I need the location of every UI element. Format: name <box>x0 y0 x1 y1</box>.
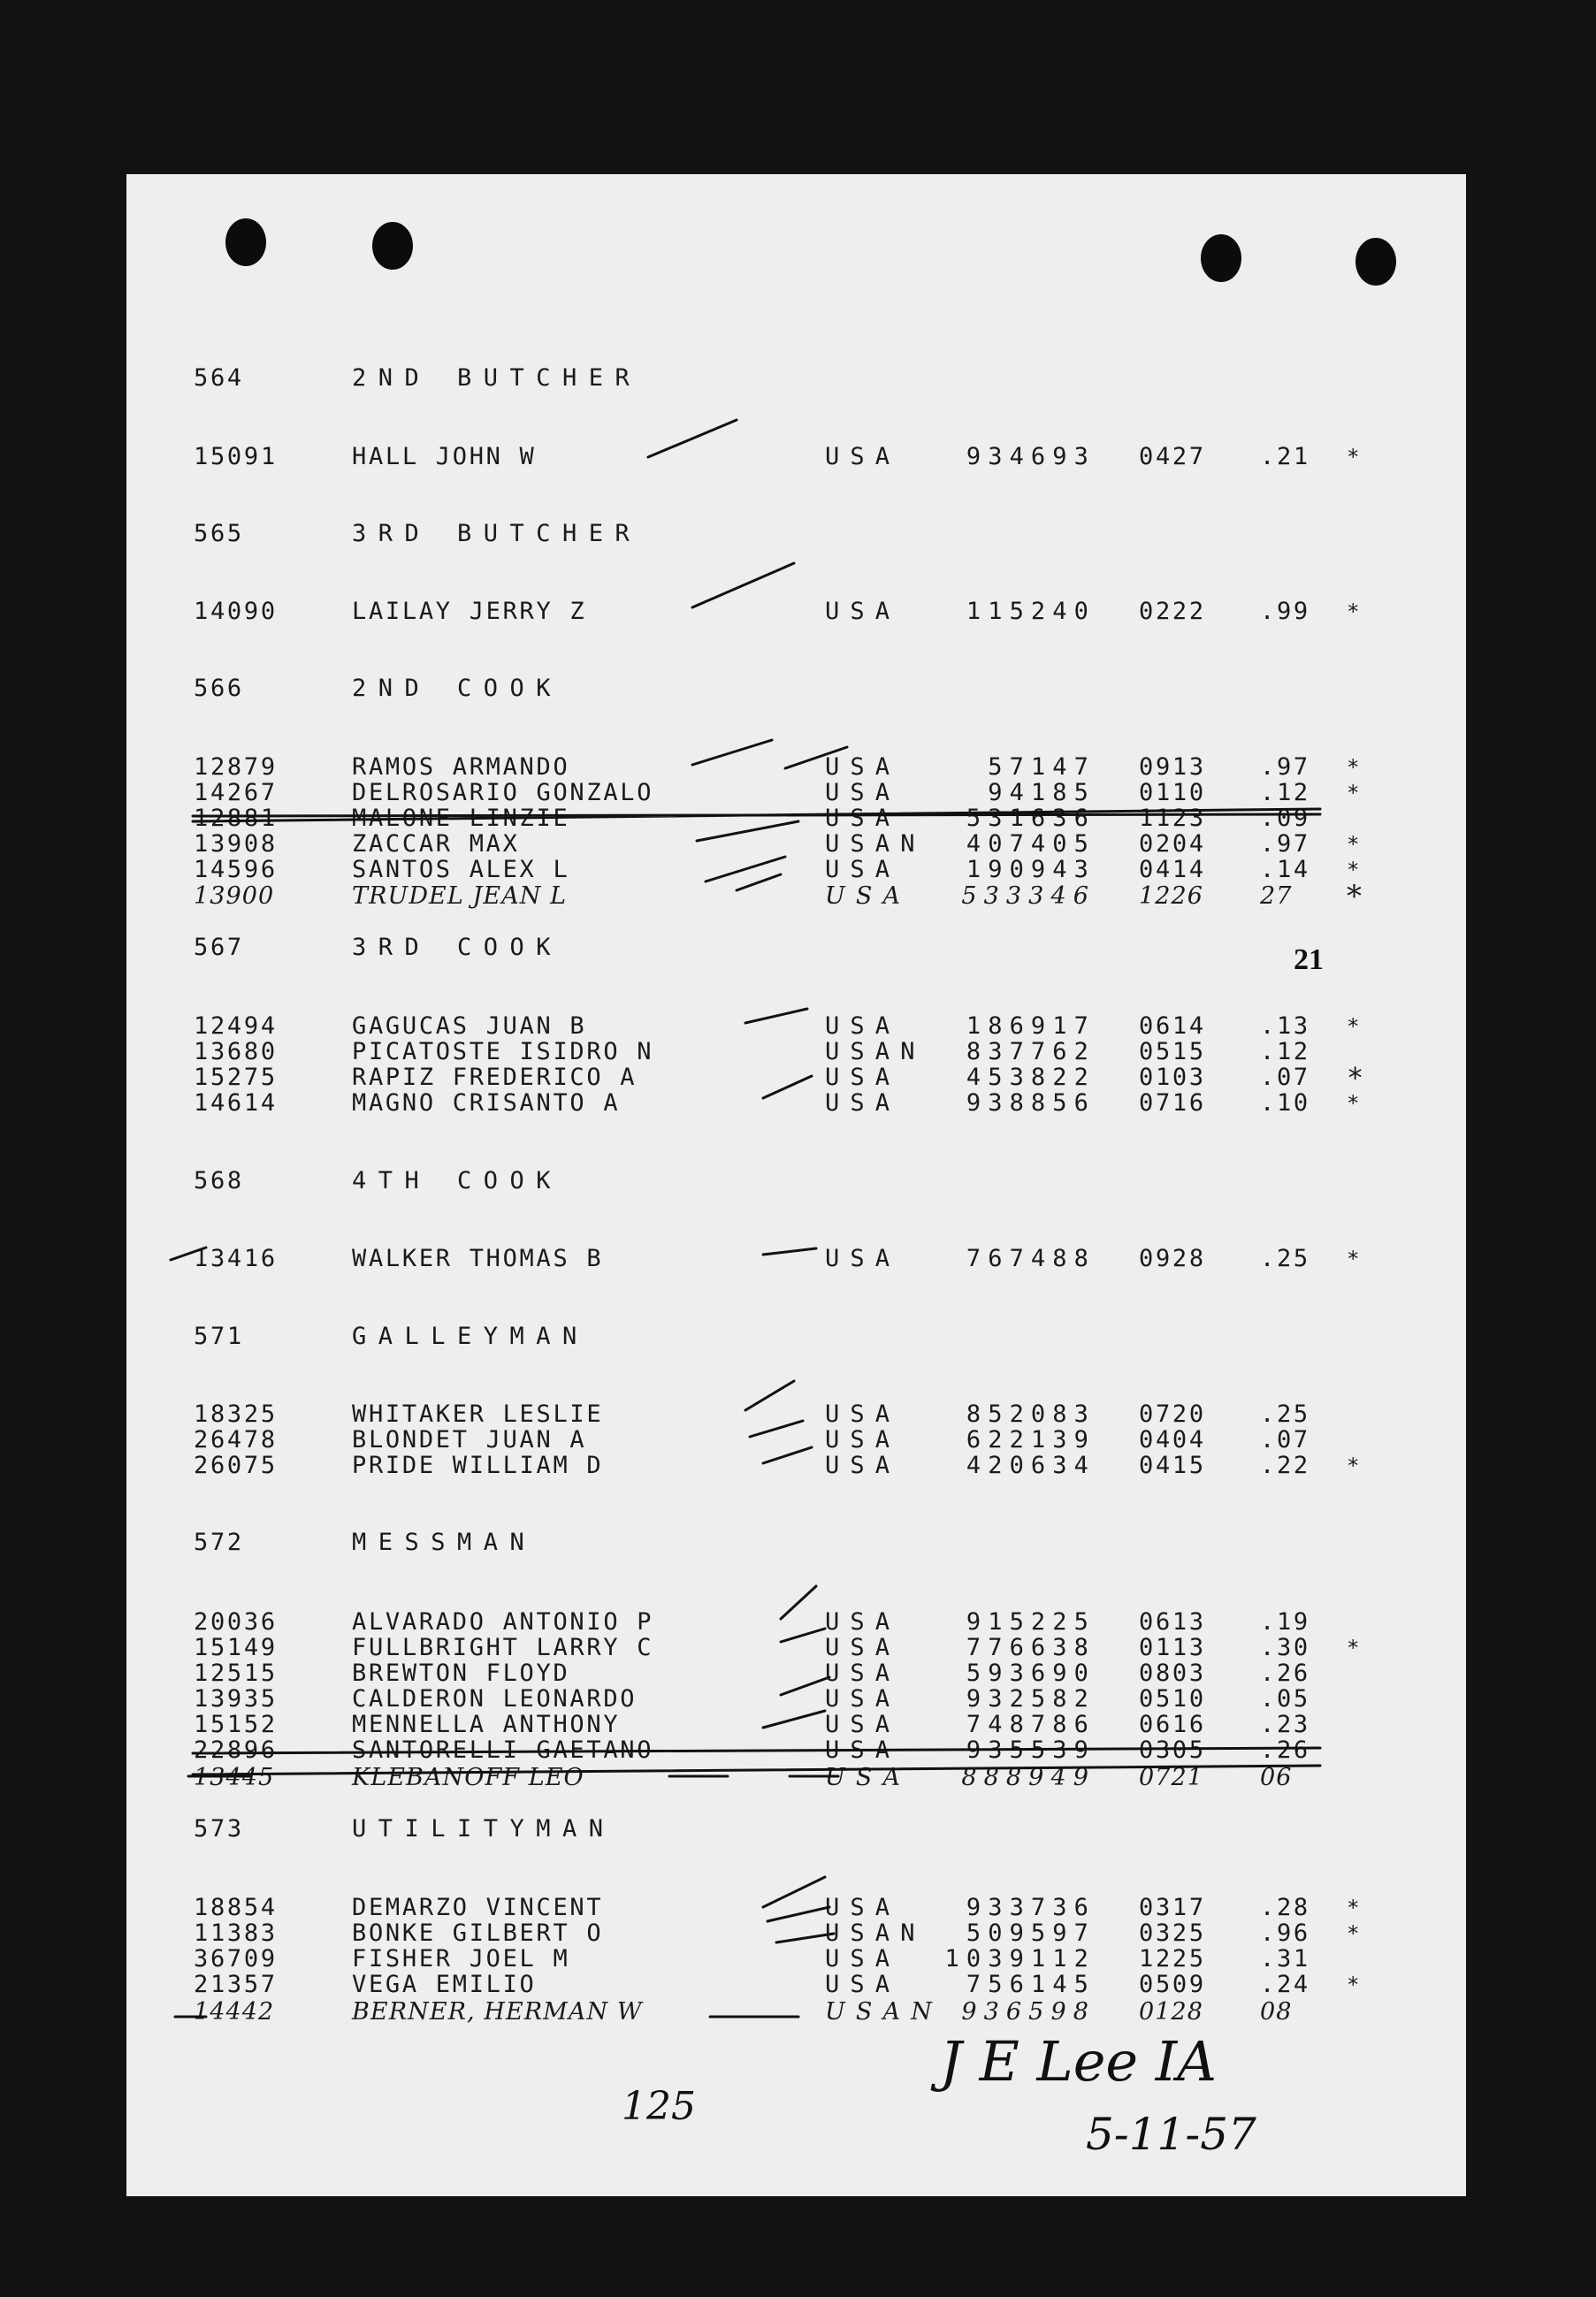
crew-row <box>126 831 1466 858</box>
crew-citizenship: USA <box>825 1764 912 1791</box>
section-code: 566 <box>194 675 244 702</box>
crew-number: 936598 <box>961 1998 1096 2026</box>
crew-citizenship: USA <box>825 1064 901 1091</box>
crew-number: 531636 <box>966 805 1096 832</box>
crew-date: 0427 <box>1139 443 1206 470</box>
crew-number: 420634 <box>966 1452 1096 1479</box>
crew-rate: .13 <box>1260 1012 1310 1040</box>
crew-mark: * <box>1347 879 1363 914</box>
crew-number: 938856 <box>966 1089 1096 1117</box>
crew-mark: * <box>1347 599 1363 624</box>
crew-mark: * <box>1347 445 1363 469</box>
punch-hole <box>225 218 266 266</box>
section-header <box>126 1168 1466 1194</box>
crew-date: 0404 <box>1139 1426 1206 1454</box>
crew-name: CALDERON LEONARDO <box>352 1685 638 1713</box>
crew-name: ALVARADO ANTONIO P <box>352 1608 654 1636</box>
crew-row <box>126 1427 1466 1454</box>
crew-mark: * <box>1347 1014 1363 1039</box>
section-header <box>126 521 1466 547</box>
crew-rate: .24 <box>1260 1971 1310 1998</box>
crew-citizenship: USA <box>825 1685 901 1713</box>
crew-rate: .12 <box>1260 1038 1310 1065</box>
crew-date: 0103 <box>1139 1064 1206 1091</box>
crew-id: 12515 <box>194 1660 278 1687</box>
crew-name: KLEBANOFF LEO <box>352 1764 584 1791</box>
crew-number: 593690 <box>966 1660 1096 1687</box>
crew-date: 0721 <box>1139 1764 1204 1791</box>
crew-row <box>126 754 1466 781</box>
crew-name: WALKER THOMAS B <box>352 1245 604 1272</box>
crew-citizenship: USA <box>825 753 901 781</box>
crew-rate: .12 <box>1260 779 1310 806</box>
crew-id: 11383 <box>194 1919 278 1947</box>
crew-name: FULLBRIGHT LARRY C <box>352 1634 654 1661</box>
crew-citizenship: USAN <box>825 830 926 858</box>
crew-rate: .23 <box>1260 1711 1310 1738</box>
crew-number: 933736 <box>966 1894 1096 1921</box>
crew-row <box>126 1061 1466 1095</box>
punch-hole <box>1201 234 1241 282</box>
crew-row <box>126 1401 1466 1428</box>
crew-id: 13680 <box>194 1038 278 1065</box>
crew-date: 0110 <box>1139 779 1206 806</box>
crew-row <box>126 1609 1466 1636</box>
section-title: 2ND COOK <box>352 675 563 702</box>
crew-name: SANTORELLI GAETANO <box>352 1736 654 1764</box>
crew-row <box>126 1039 1466 1065</box>
crew-id: 26075 <box>194 1452 278 1479</box>
section-title: MESSMAN <box>352 1529 537 1556</box>
crew-citizenship: USA <box>825 856 901 883</box>
crew-name: HALL JOHN W <box>352 443 537 470</box>
crew-citizenship: USAN <box>825 1919 926 1947</box>
crew-mark: * <box>1347 781 1363 805</box>
crew-date: 0928 <box>1139 1245 1206 1272</box>
crew-name: LAILAY JERRY Z <box>352 598 587 625</box>
crew-id: 20036 <box>194 1608 278 1636</box>
crew-rate: .97 <box>1260 753 1310 781</box>
crew-name: PRIDE WILLIAM D <box>352 1452 604 1479</box>
crew-number: 935539 <box>966 1736 1096 1764</box>
crew-name: RAPIZ FREDERICO A <box>352 1064 638 1091</box>
section-code: 572 <box>194 1529 244 1556</box>
crew-row-struck <box>126 1737 1466 1764</box>
section-header <box>126 935 1466 961</box>
crew-id: 14267 <box>194 779 278 806</box>
crew-name: TRUDEL JEAN L <box>352 882 568 910</box>
crew-row <box>126 1453 1466 1479</box>
crew-date: 0509 <box>1139 1971 1206 1998</box>
section-title: 2ND BUTCHER <box>352 364 642 392</box>
crew-date: 0317 <box>1139 1894 1206 1921</box>
crew-mark: * <box>1347 755 1363 780</box>
crew-citizenship: USA <box>825 1894 901 1921</box>
crew-row <box>126 1972 1466 1998</box>
crew-citizenship: USA <box>825 1452 901 1479</box>
crew-mark: * <box>1347 1636 1363 1660</box>
crew-name: DELROSARIO GONZALO <box>352 779 654 806</box>
crew-row <box>126 599 1466 625</box>
crew-number: 756145 <box>966 1971 1096 1998</box>
section-header <box>126 1530 1466 1556</box>
crew-mark: * <box>1347 1454 1363 1478</box>
crew-citizenship: USA <box>825 1400 901 1428</box>
section-title: 3RD COOK <box>352 934 563 961</box>
crew-citizenship: USAN <box>825 1038 926 1065</box>
crew-name: BREWTON FLOYD <box>352 1660 570 1687</box>
crew-date: 0515 <box>1139 1038 1206 1065</box>
crew-rate: .21 <box>1260 443 1310 470</box>
crew-date: 0325 <box>1139 1919 1206 1947</box>
crew-date: 0222 <box>1139 598 1206 625</box>
page-number: 21 <box>1294 943 1324 976</box>
crew-citizenship: USA <box>825 598 901 625</box>
crew-rate: .05 <box>1260 1685 1310 1713</box>
crew-rate: 06 <box>1260 1764 1293 1791</box>
crew-id: 15152 <box>194 1711 278 1738</box>
crew-number: 115240 <box>966 598 1096 625</box>
crew-id: 18854 <box>194 1894 278 1921</box>
crew-name: BERNER, HERMAN W <box>352 1998 643 2026</box>
crew-number: 888949 <box>961 1764 1096 1791</box>
crew-rate: .22 <box>1260 1452 1310 1479</box>
crew-rate: .30 <box>1260 1634 1310 1661</box>
crew-rate: .07 <box>1260 1064 1310 1091</box>
crew-number: 934693 <box>966 443 1096 470</box>
crew-number: 1039112 <box>944 1945 1096 1973</box>
crew-number: 622139 <box>966 1426 1096 1454</box>
signature-date: 5-11-57 <box>1086 2109 1256 2160</box>
crew-mark: * <box>1347 858 1363 882</box>
crew-rate: .19 <box>1260 1608 1310 1636</box>
crew-rate: .26 <box>1260 1660 1310 1687</box>
crew-citizenship: USA <box>825 1634 901 1661</box>
signature: J E Lee IA <box>940 2029 1218 2094</box>
crew-rate: 27 <box>1260 882 1293 910</box>
crew-citizenship: USA <box>825 1608 901 1636</box>
crew-row-handwritten <box>126 1765 1466 1791</box>
crew-row <box>126 857 1466 883</box>
section-title: UTILITYMAN <box>352 1815 615 1843</box>
crew-id: 12881 <box>194 805 278 832</box>
crew-id: 15149 <box>194 1634 278 1661</box>
crew-id: 15091 <box>194 443 278 470</box>
crew-number: 748786 <box>966 1711 1096 1738</box>
crew-id: 15275 <box>194 1064 278 1091</box>
crew-rate: .07 <box>1260 1426 1310 1454</box>
crew-mark: * <box>1347 832 1363 857</box>
crew-rate: .99 <box>1260 598 1310 625</box>
crew-mark: * <box>1347 1247 1363 1271</box>
section-header <box>126 675 1466 702</box>
crew-row <box>126 1246 1466 1272</box>
crew-number: 407405 <box>966 830 1096 858</box>
crew-name: SANTOS ALEX L <box>352 856 570 883</box>
crew-row <box>126 1013 1466 1040</box>
crew-id: 14614 <box>194 1089 278 1117</box>
crew-date: 0720 <box>1139 1400 1206 1428</box>
crew-number: 94185 <box>988 779 1096 806</box>
section-code: 573 <box>194 1815 244 1843</box>
crew-row-struck <box>126 805 1466 832</box>
crew-name: GAGUCAS JUAN B <box>352 1012 587 1040</box>
crew-date: 1123 <box>1139 805 1206 832</box>
crew-id: 12494 <box>194 1012 278 1040</box>
crew-row <box>126 1895 1466 1921</box>
section-code: 571 <box>194 1323 244 1350</box>
section-header <box>126 365 1466 392</box>
crew-rate: .96 <box>1260 1919 1310 1947</box>
section-code: 565 <box>194 520 244 547</box>
crew-id: 13900 <box>194 882 275 910</box>
crew-name: BONKE GILBERT O <box>352 1919 604 1947</box>
crew-number: 57147 <box>988 753 1096 781</box>
crew-citizenship: USA <box>825 805 901 832</box>
crew-id: 14442 <box>194 1998 275 2026</box>
crew-date: 0414 <box>1139 856 1206 883</box>
crew-citizenship: USA <box>825 1660 901 1687</box>
crew-row <box>126 444 1466 470</box>
crew-mark: * <box>1347 1973 1363 1997</box>
crew-mark: * <box>1347 1896 1363 1920</box>
crew-name: RAMOS ARMANDO <box>352 753 570 781</box>
crew-row <box>126 1946 1466 1973</box>
crew-row <box>126 1712 1466 1738</box>
margin-number: 125 <box>622 2084 696 2129</box>
crew-citizenship: USAN <box>825 1998 943 2026</box>
punch-hole <box>1355 238 1396 286</box>
section-title: GALLEYMAN <box>352 1323 589 1350</box>
crew-id: 21357 <box>194 1971 278 1998</box>
crew-number: 509597 <box>966 1919 1096 1947</box>
crew-row <box>126 1635 1466 1661</box>
crew-row <box>126 780 1466 806</box>
crew-number: 915225 <box>966 1608 1096 1636</box>
crew-date: 1226 <box>1139 882 1204 910</box>
crew-rate: .97 <box>1260 830 1310 858</box>
crew-id: 22896 <box>194 1736 278 1764</box>
crew-row <box>126 1660 1466 1687</box>
crew-name: BLONDET JUAN A <box>352 1426 587 1454</box>
crew-id: 12879 <box>194 753 278 781</box>
crew-row <box>126 1686 1466 1713</box>
crew-date: 0716 <box>1139 1089 1206 1117</box>
crew-number: 932582 <box>966 1685 1096 1713</box>
crew-citizenship: USA <box>825 1971 901 1998</box>
crew-mark: * <box>1347 1921 1363 1946</box>
crew-id: 13416 <box>194 1245 278 1272</box>
crew-name: MALONE LINZIE <box>352 805 570 832</box>
section-header <box>126 1816 1466 1843</box>
crew-mark: * <box>1347 1091 1363 1116</box>
crew-date: 0913 <box>1139 753 1206 781</box>
crew-citizenship: USA <box>825 1012 901 1040</box>
crew-id: 14596 <box>194 856 278 883</box>
crew-date: 0614 <box>1139 1012 1206 1040</box>
crew-id: 26478 <box>194 1426 278 1454</box>
crew-id: 13935 <box>194 1685 278 1713</box>
crew-date: 1225 <box>1139 1945 1206 1973</box>
crew-id: 13445 <box>194 1764 275 1791</box>
crew-rate: .31 <box>1260 1945 1310 1973</box>
crew-citizenship: USA <box>825 1426 901 1454</box>
crew-id: 14090 <box>194 598 278 625</box>
crew-citizenship: USA <box>825 882 912 910</box>
crew-row <box>126 1920 1466 1947</box>
crew-id: 18325 <box>194 1400 278 1428</box>
crew-date: 0616 <box>1139 1711 1206 1738</box>
crew-date: 0415 <box>1139 1452 1206 1479</box>
crew-rate: .26 <box>1260 1736 1310 1764</box>
crew-row <box>126 1090 1466 1117</box>
crew-number: 837762 <box>966 1038 1096 1065</box>
section-code: 564 <box>194 364 244 392</box>
crew-citizenship: USA <box>825 1245 901 1272</box>
crew-number: 533346 <box>961 882 1096 910</box>
crew-date: 0510 <box>1139 1685 1206 1713</box>
crew-row-handwritten <box>126 1999 1466 2026</box>
crew-citizenship: USA <box>825 1736 901 1764</box>
crew-number: 453822 <box>966 1064 1096 1091</box>
crew-number: 186917 <box>966 1012 1096 1040</box>
crew-name: MAGNO CRISANTO A <box>352 1089 621 1117</box>
crew-row-handwritten <box>126 879 1466 914</box>
section-title: 3RD BUTCHER <box>352 520 642 547</box>
crew-name: WHITAKER LESLIE <box>352 1400 604 1428</box>
crew-date: 0803 <box>1139 1660 1206 1687</box>
crew-number: 852083 <box>966 1400 1096 1428</box>
crew-date: 0204 <box>1139 830 1206 858</box>
crew-mark: * <box>1347 1061 1366 1095</box>
crew-name: ZACCAR MAX <box>352 830 520 858</box>
crew-rate: .25 <box>1260 1400 1310 1428</box>
crew-rate: 08 <box>1260 1998 1293 2026</box>
crew-date: 0305 <box>1139 1736 1206 1764</box>
crew-citizenship: USA <box>825 779 901 806</box>
crew-name: FISHER JOEL M <box>352 1945 570 1973</box>
crew-number: 190943 <box>966 856 1096 883</box>
section-code: 568 <box>194 1167 244 1194</box>
crew-date: 0613 <box>1139 1608 1206 1636</box>
crew-id: 13908 <box>194 830 278 858</box>
crew-rate: .25 <box>1260 1245 1310 1272</box>
crew-citizenship: USA <box>825 1089 901 1117</box>
crew-name: VEGA EMILIO <box>352 1971 537 1998</box>
punch-hole <box>372 222 413 270</box>
section-code: 567 <box>194 934 244 961</box>
crew-name: PICATOSTE ISIDRO N <box>352 1038 654 1065</box>
crew-name: MENNELLA ANTHONY <box>352 1711 621 1738</box>
section-header <box>126 1324 1466 1350</box>
section-title: 4TH COOK <box>352 1167 563 1194</box>
crew-number: 776638 <box>966 1634 1096 1661</box>
crew-citizenship: USA <box>825 1945 901 1973</box>
crew-date: 0113 <box>1139 1634 1206 1661</box>
crew-number: 767488 <box>966 1245 1096 1272</box>
crew-rate: .10 <box>1260 1089 1310 1117</box>
document-page <box>126 174 1466 2196</box>
crew-citizenship: USA <box>825 1711 901 1738</box>
crew-rate: .28 <box>1260 1894 1310 1921</box>
crew-id: 36709 <box>194 1945 278 1973</box>
crew-rate: .14 <box>1260 856 1310 883</box>
crew-date: 0128 <box>1139 1998 1204 2026</box>
crew-name: DEMARZO VINCENT <box>352 1894 604 1921</box>
crew-citizenship: USA <box>825 443 901 470</box>
crew-rate: .09 <box>1260 805 1310 832</box>
